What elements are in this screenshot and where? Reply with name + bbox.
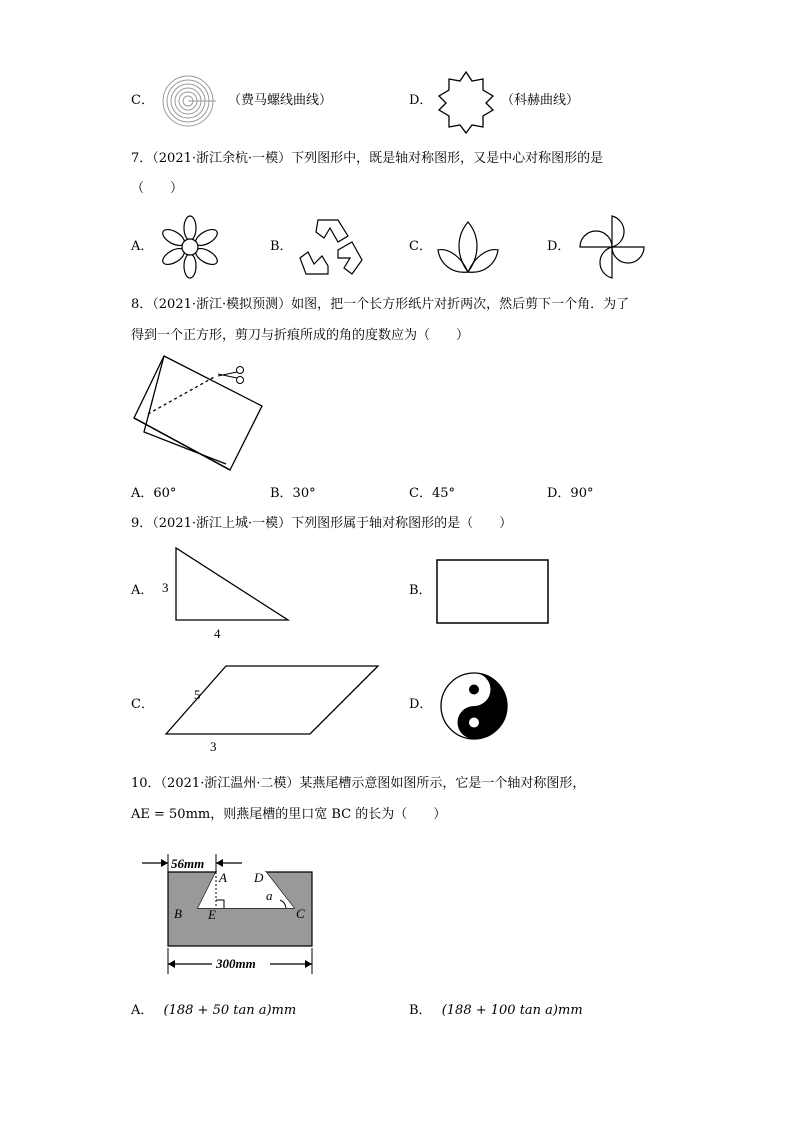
folded-paper-figure — [130, 352, 270, 476]
recycle-figure — [298, 216, 366, 278]
parallelogram-side-5-label: 5 — [194, 687, 201, 702]
q6-option-c-letter: C． — [131, 93, 154, 108]
pinwheel-figure — [576, 212, 650, 282]
right-triangle-figure — [158, 544, 294, 644]
q10-option-a-letter: A． — [131, 1003, 154, 1018]
q10-option-a-value: (188 + 50 tan a)mm — [163, 1003, 297, 1018]
koch-snowflake-figure — [434, 69, 498, 135]
yin-yang-figure — [438, 670, 510, 742]
point-c-label: C — [296, 906, 305, 921]
q10-option-b-value: (188 + 100 tan a)mm — [441, 1003, 583, 1018]
top-dimension-label: 56mm — [171, 856, 205, 871]
point-e-label: E — [208, 907, 216, 922]
q6-option-d-caption: （科赫曲线） — [501, 93, 580, 108]
q8-stem-line2: 得到一个正方形，剪刀与折痕所成的角的度数应为（ ） — [131, 328, 470, 343]
q10-stem-line1: 10．（2021·浙江温州·二模）某燕尾槽示意图如图所示，它是一个轴对称图形， — [131, 776, 586, 791]
lotus-figure — [434, 216, 502, 278]
q10-option-b[interactable] — [409, 1002, 583, 1020]
triangle-side-4-label: 4 — [214, 626, 221, 641]
q9-option-c[interactable]: C． — [131, 697, 154, 712]
q8-option-c[interactable]: C．45° — [409, 486, 455, 501]
scissors-icon — [218, 367, 244, 384]
dovetail-groove-figure — [140, 848, 330, 978]
parallelogram-side-3-label: 3 — [210, 739, 217, 754]
q7-option-c[interactable]: C． — [409, 239, 432, 254]
fermat-spiral-figure — [158, 73, 218, 129]
q6-option-d-letter: D． — [409, 93, 433, 108]
rectangle-figure — [434, 557, 554, 627]
q9-option-a[interactable]: A． — [131, 583, 154, 598]
q8-option-d[interactable]: D．90° — [547, 486, 594, 501]
q9-option-b[interactable]: B． — [409, 583, 432, 598]
q9-stem: 9．（2021·浙江上城·一模）下列图形属于轴对称图形的是（ ） — [131, 516, 513, 531]
q7-option-b[interactable]: B． — [270, 239, 293, 254]
point-a-label: A — [219, 870, 227, 885]
q8-option-b[interactable]: B．30° — [270, 486, 316, 501]
q8-stem-line1: 8．（2021·浙江·模拟预测）如图，把一个长方形纸片对折两次，然后剪下一个角．为了 — [131, 297, 630, 312]
q7-option-d[interactable]: D． — [547, 239, 571, 254]
point-d-label: D — [254, 870, 264, 885]
q10-stem-line2: AE = 50mm，则燕尾槽的里口宽 BC 的长为（ ） — [131, 807, 447, 822]
q8-option-a[interactable]: A．60° — [131, 486, 177, 501]
q10-option-a[interactable] — [131, 1002, 296, 1020]
parallelogram-figure — [160, 662, 384, 754]
q6-option-c-caption: （费马螺线曲线） — [228, 93, 333, 108]
q7-answer-blank: （ ） — [131, 181, 184, 196]
bottom-dimension-label: 300mm — [216, 956, 256, 971]
triangle-side-3-label: 3 — [162, 580, 169, 595]
q7-option-a[interactable]: A． — [131, 239, 154, 254]
q10-option-b-letter: B． — [409, 1003, 432, 1018]
q9-option-d[interactable]: D． — [409, 697, 433, 712]
angle-a-label: a — [266, 888, 273, 903]
point-b-label: B — [174, 906, 182, 921]
q7-stem: 7．（2021·浙江余杭·一模）下列图形中，既是轴对称图形，又是中心对称图形的是 — [131, 151, 604, 166]
flower-figure — [160, 214, 220, 280]
